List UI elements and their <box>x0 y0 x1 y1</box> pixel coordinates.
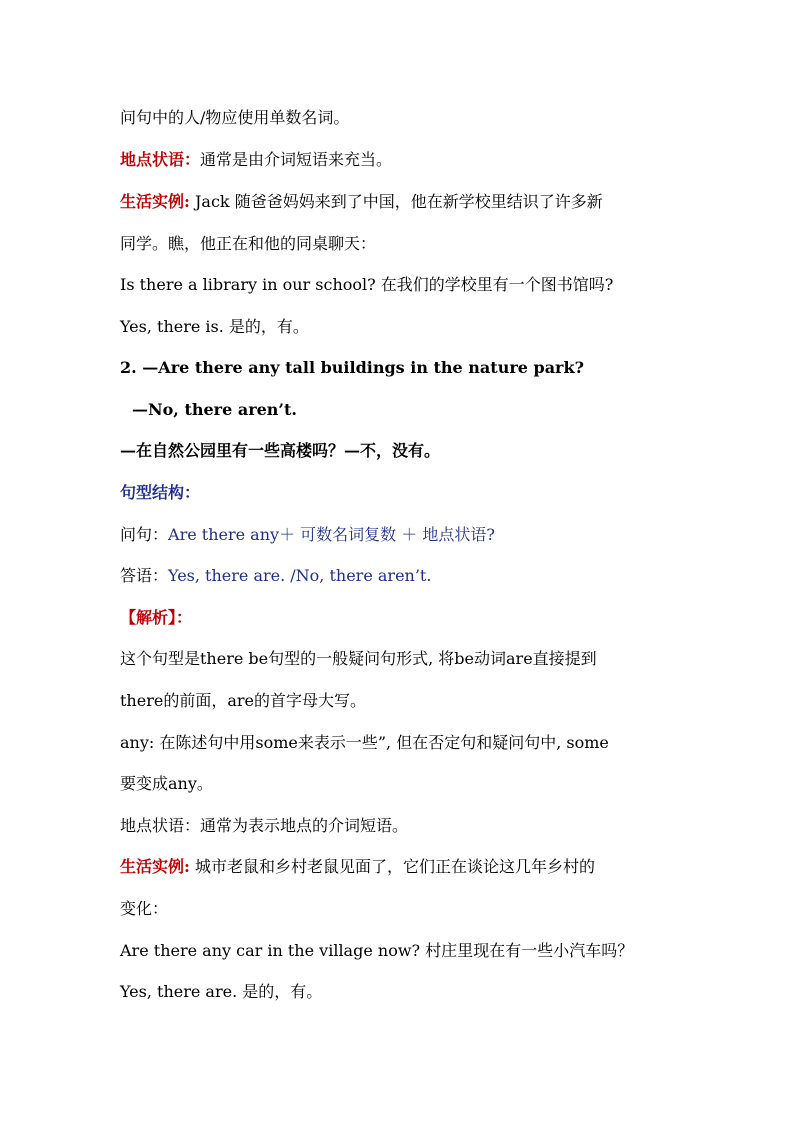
text-line-6: Yes, there is. 是的，有。 <box>120 317 309 336</box>
text-line-18: 地点状语：通常为表示地点的介词短语。 <box>120 816 409 835</box>
text-line-17: 要变成any。 <box>120 774 213 793</box>
answer-label: 答语： <box>120 566 169 585</box>
text-line-11 <box>120 524 690 546</box>
example-answer-2: —No, there aren’t. <box>132 400 297 419</box>
text-line-22: Yes, there are. 是的，有。 <box>120 982 323 1001</box>
text-life-example-2: 城市老鼠和乡村老鼠见面了，它们正在谈论这几年乡村的 <box>189 857 596 876</box>
text-line-12 <box>120 565 690 587</box>
text-line-20: 变化： <box>120 899 169 918</box>
text-line-1: 问句中的人/物应使用单数名词。 <box>120 108 350 127</box>
analysis-heading: 【解析】： <box>120 608 193 627</box>
question-structure: Are there any＋ 可数名词复数 ＋ 地点状语? <box>168 525 495 544</box>
question-label: 问句： <box>120 525 169 544</box>
label-location-adverbial: 地点状语： <box>120 150 201 169</box>
label-life-example-1: 生活实例: <box>120 192 190 211</box>
text-location-adverbial: 通常是由介词短语来充当。 <box>200 150 393 169</box>
text-line-3 <box>120 191 690 213</box>
example-question-2: 2. —Are there any tall buildings in the nature park? <box>120 358 584 377</box>
text-line-19 <box>120 856 690 878</box>
sentence-structure-heading: 句型结构： <box>120 483 201 502</box>
label-life-example-2: 生活实例: <box>120 857 190 876</box>
text-line-15: there的前面，are的首字母大写。 <box>120 691 366 710</box>
text-line-5: Is there a library in our school? 在我们的学校里有一个图书馆吗? <box>120 275 614 294</box>
example-translation-2: —在自然公园里有一些高楼吗？—不，没有。 <box>120 441 441 460</box>
text-line-16: any: 在陈述句中用some来表示一些”, 但在否定句和疑问句中, some <box>120 733 609 752</box>
text-life-example-1: Jack 随爸爸妈妈来到了中国，他在新学校里结识了许多新 <box>189 192 603 211</box>
answer-structure: Yes, there are. /No, there aren’t. <box>168 566 432 585</box>
text-line-14: 这个句型是there be句型的一般疑问句形式, 将be动词are直接提到 <box>120 649 597 668</box>
text-line-21: Are there any car in the village now? 村庄里现在有一些小汽车吗？ <box>120 941 634 960</box>
text-line-2 <box>120 149 690 171</box>
text-line-4: 同学。瞧，他正在和他的同桌聊天： <box>120 234 377 253</box>
